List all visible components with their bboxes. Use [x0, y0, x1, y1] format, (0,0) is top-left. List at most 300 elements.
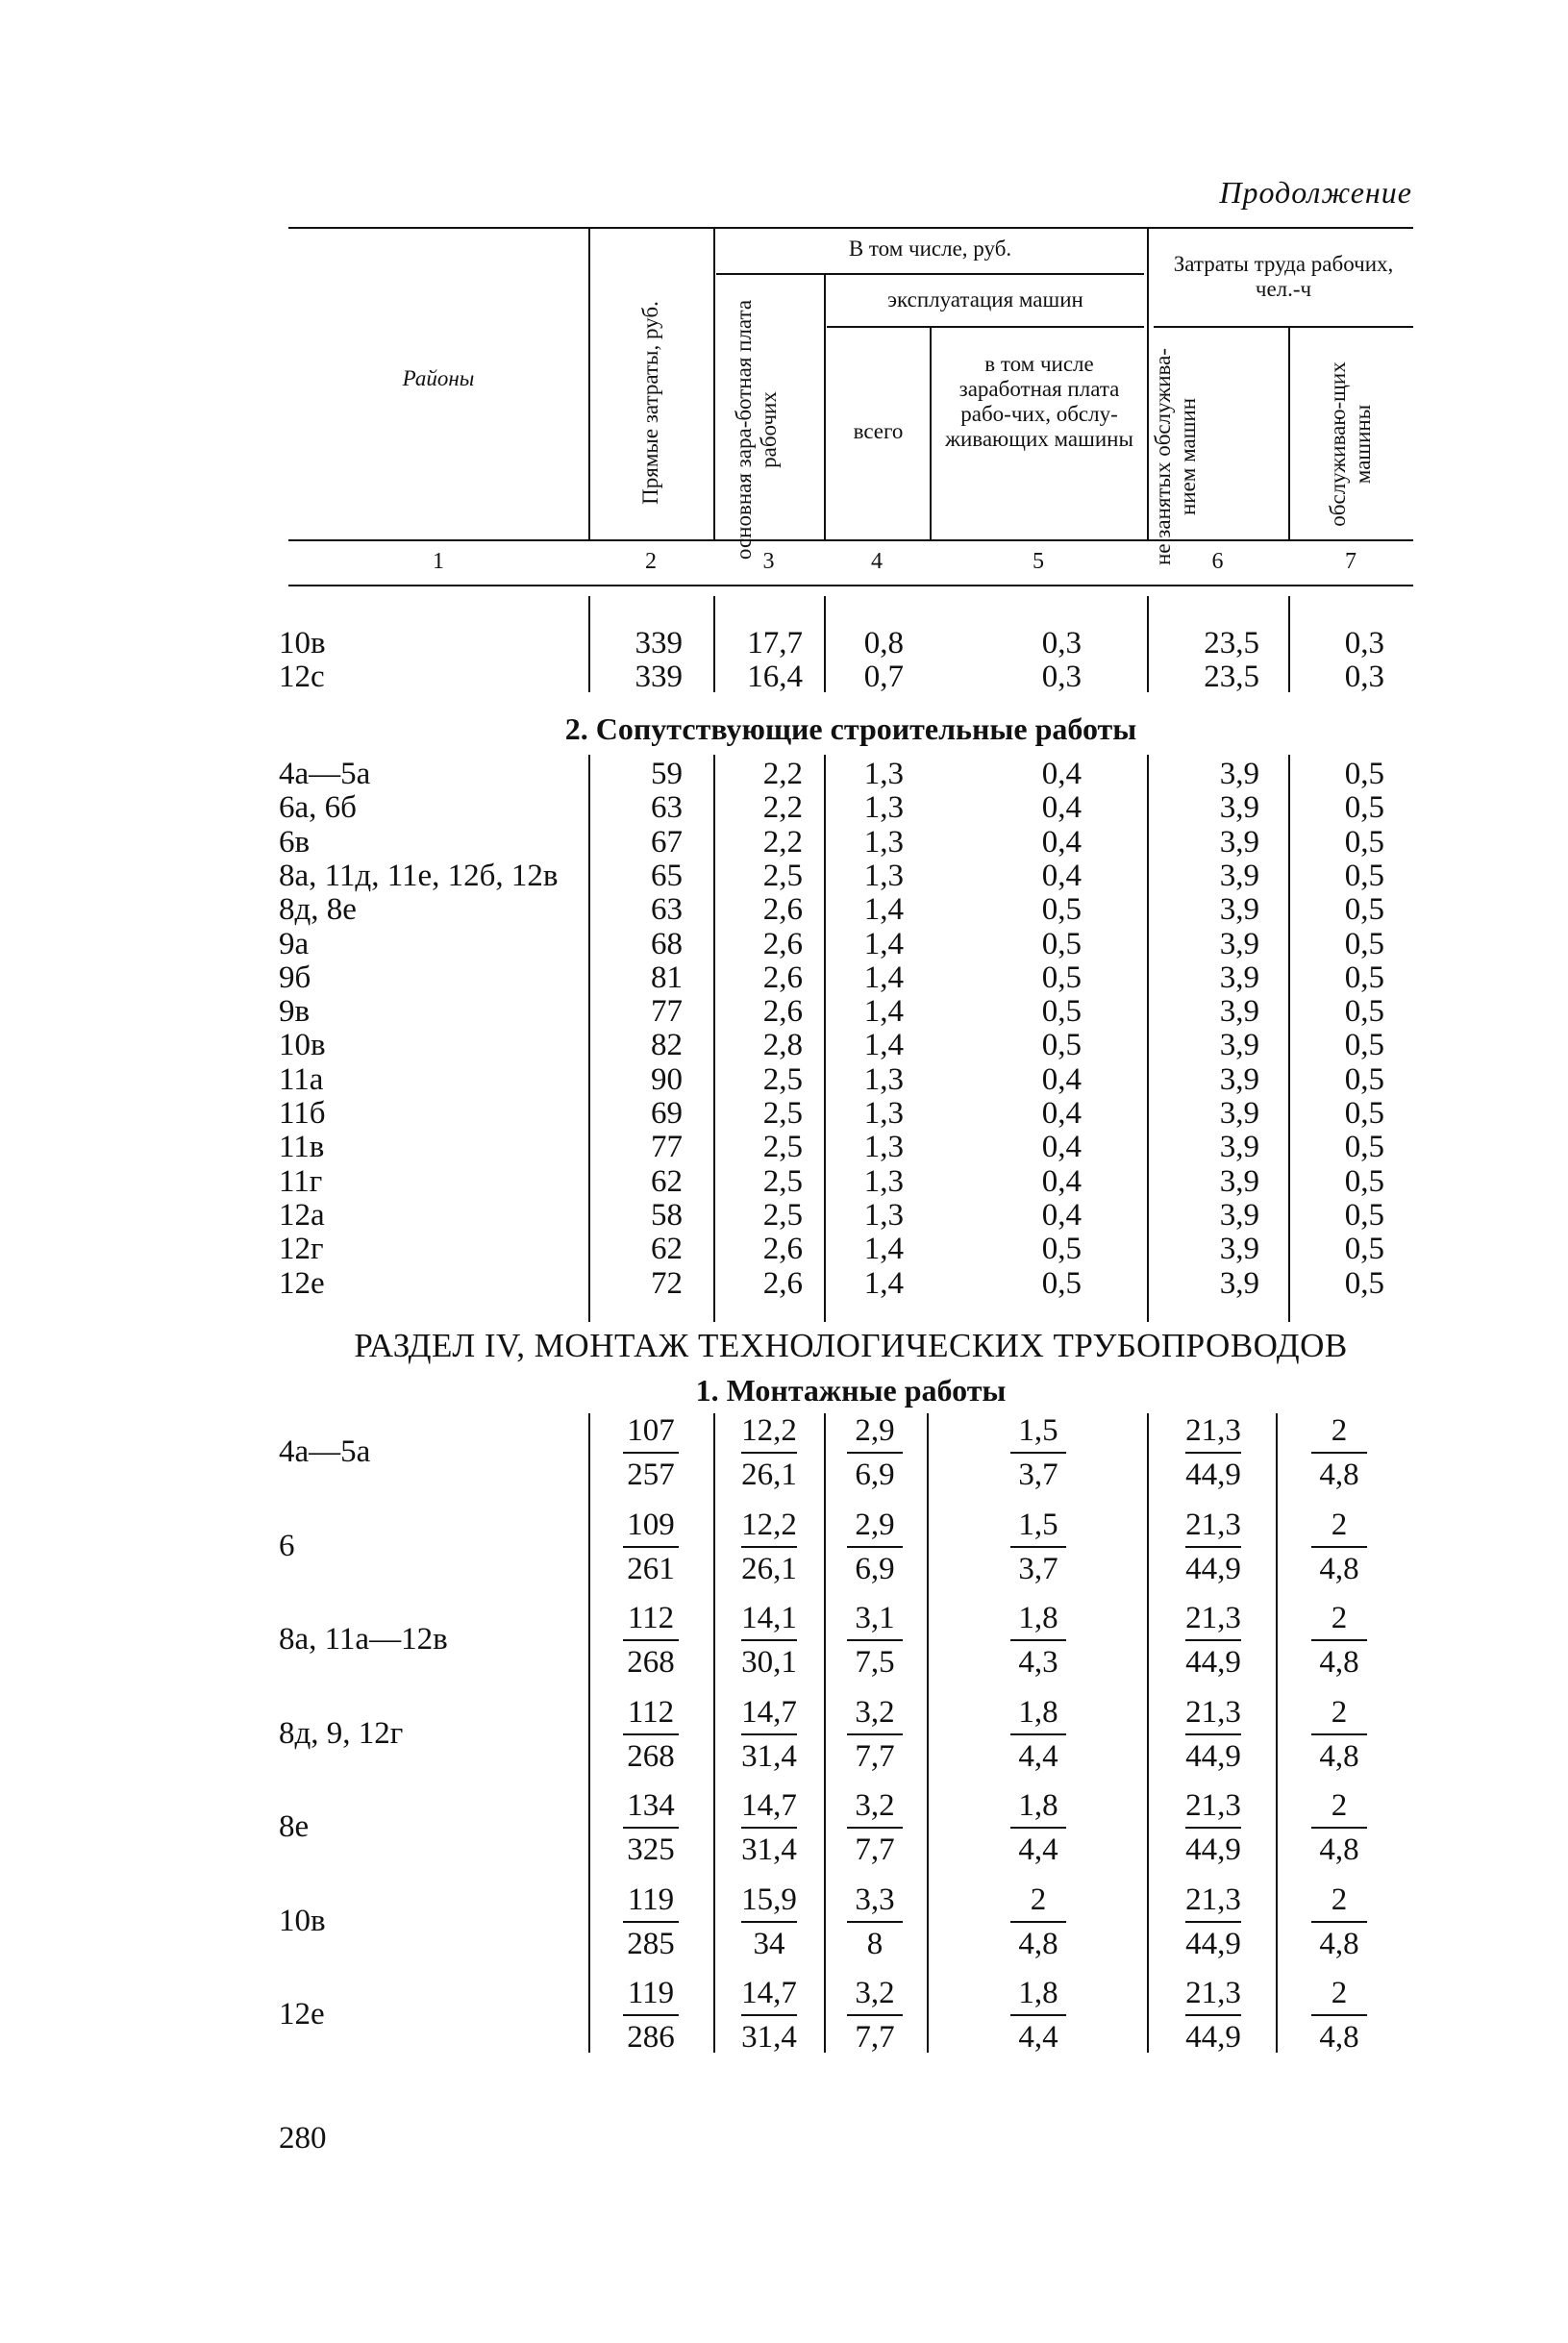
region-cell: 8а, 11а—12в	[279, 1622, 448, 1657]
fraction-cell-col6	[1156, 1506, 1271, 1588]
value-cell-col5: 0,5	[1041, 1232, 1082, 1267]
value-cell-col2: 77	[651, 1130, 683, 1165]
fraction-bar	[1311, 1827, 1367, 1829]
region-cell: 11б	[279, 1096, 326, 1131]
fraction-cell-col3	[711, 1974, 827, 2056]
fraction-denominator: 4,8	[1319, 1926, 1359, 1961]
value-cell-col5: 0,5	[1041, 1265, 1082, 1301]
table-row	[279, 1029, 1423, 1062]
region-cell: 12а	[279, 1197, 325, 1233]
fraction-denominator: 3,7	[1018, 1458, 1058, 1492]
fraction-denominator: 44,9	[1185, 1458, 1241, 1492]
fraction-cell-col2	[593, 1974, 709, 2056]
value-cell-col7: 0,5	[1344, 1265, 1384, 1301]
region-cell: 8д, 8е	[279, 892, 357, 928]
fraction-bar	[1010, 1733, 1066, 1735]
fraction-denominator: 261	[627, 1551, 675, 1586]
table-row	[279, 860, 1423, 893]
value-cell-col7: 0,5	[1344, 1096, 1384, 1131]
header-direct-costs: Прямые затраты, руб.	[638, 301, 662, 505]
value-cell-col5: 0,4	[1041, 858, 1082, 893]
fraction-cell-col6	[1156, 1786, 1271, 1869]
table-row	[279, 928, 1423, 961]
value-cell-col3: 2,6	[762, 892, 803, 928]
value-cell-col5: 0,4	[1041, 1096, 1082, 1131]
fraction-denominator: 31,4	[741, 1738, 797, 1774]
value-cell-col3: 2,2	[762, 757, 803, 791]
value-cell-col6: 3,9	[1219, 1163, 1259, 1199]
fraction-cell-col6	[1156, 1411, 1271, 1494]
region-cell: 12с	[279, 660, 325, 694]
table-row	[279, 1233, 1423, 1266]
value-cell-col2: 62	[651, 1163, 683, 1199]
value-cell-col2: 58	[651, 1197, 683, 1233]
header-labor-costs: Затраты труда рабочих, чел.-ч	[1173, 252, 1394, 301]
value-cell-col6: 23,5	[1204, 660, 1259, 694]
fraction-bar	[847, 1733, 903, 1735]
table-row	[279, 1199, 1423, 1233]
value-cell-col6: 3,9	[1219, 1265, 1259, 1301]
fraction-denominator: 31,4	[741, 1832, 797, 1867]
value-cell-col6: 3,9	[1219, 892, 1259, 928]
fraction-denominator: 4,8	[1319, 1551, 1359, 1586]
value-cell-col6: 3,9	[1219, 1028, 1259, 1063]
fraction-numerator: 2	[1030, 1882, 1047, 1917]
fraction-numerator: 21,3	[1185, 1976, 1241, 2010]
fraction-numerator: 2	[1331, 1882, 1348, 1917]
region-cell: 10в	[279, 626, 326, 661]
value-cell-col3: 17,7	[747, 626, 803, 661]
fraction-cell-col2	[593, 1411, 709, 1494]
fraction-bar	[1010, 1827, 1066, 1829]
value-cell-col2: 90	[651, 1061, 683, 1097]
section1-title: 1. Монтажные работы	[695, 1373, 1007, 1408]
fraction-numerator: 2	[1331, 1976, 1348, 2010]
fraction-cell-col4	[817, 1411, 933, 1494]
value-cell-col7: 0,5	[1344, 1197, 1384, 1233]
value-cell-col7: 0,5	[1344, 994, 1384, 1030]
header-vline-1	[588, 227, 590, 539]
fraction-numerator: 2	[1331, 1507, 1348, 1542]
table-row	[279, 1097, 1423, 1131]
fraction-cell-col3	[711, 1786, 827, 1869]
fraction-numerator: 2	[1331, 1788, 1348, 1823]
fraction-bar	[1010, 1639, 1066, 1641]
header-vline-4	[930, 326, 932, 539]
value-cell-col4: 1,3	[863, 1130, 904, 1165]
fraction-denominator: 325	[627, 1832, 675, 1867]
fraction-numerator: 1,8	[1018, 1694, 1058, 1730]
fraction-cell-col4	[817, 1693, 933, 1776]
region-cell: 10в	[279, 1028, 326, 1063]
value-cell-col4: 1,4	[863, 926, 904, 961]
table-row	[279, 1165, 1423, 1199]
fraction-numerator: 119	[627, 1882, 675, 1917]
value-cell-col3: 2,5	[762, 1061, 803, 1097]
value-cell-col5: 0,4	[1041, 1061, 1082, 1097]
header-total: всего	[853, 419, 904, 443]
fraction-cell-col5	[981, 1506, 1096, 1588]
value-cell-col4: 1,4	[863, 892, 904, 928]
header-incl-wage: в том числе заработная плата рабо-чих, обслу-живающих машины	[945, 352, 1133, 451]
fraction-numerator: 1,8	[1018, 1976, 1058, 2010]
fraction-cell-col3	[711, 1881, 827, 1963]
col-number-3: 3	[762, 549, 775, 574]
fraction-row	[279, 1599, 1423, 1685]
region-cell: 9б	[279, 960, 311, 995]
fraction-numerator: 21,3	[1185, 1601, 1241, 1635]
fraction-cell-col6	[1156, 1693, 1271, 1776]
fraction-denominator: 7,7	[855, 1738, 895, 1774]
fraction-cell-col5	[981, 1411, 1096, 1494]
fraction-bar	[847, 1546, 903, 1548]
fraction-bar	[741, 1546, 797, 1548]
value-cell-col4: 1,4	[863, 1028, 904, 1063]
header-bottom-rule	[288, 539, 1413, 541]
value-cell-col5: 0,4	[1041, 824, 1082, 860]
fraction-bar	[847, 1827, 903, 1829]
region-cell: 11а	[279, 1061, 324, 1097]
fraction-denominator: 44,9	[1185, 1645, 1241, 1680]
value-cell-col2: 59	[651, 757, 683, 791]
fraction-numerator: 2,9	[855, 1507, 895, 1542]
value-cell-col4: 1,4	[863, 1265, 904, 1301]
fraction-cell-col5	[981, 1974, 1096, 2056]
value-cell-col3: 2,6	[762, 994, 803, 1030]
value-cell-col5: 0,3	[1041, 660, 1082, 694]
fraction-numerator: 2	[1331, 1413, 1348, 1448]
fraction-numerator: 3,2	[855, 1976, 895, 2010]
value-cell-col5: 0,3	[1041, 626, 1082, 661]
value-cell-col6: 3,9	[1219, 994, 1259, 1030]
value-cell-col6: 23,5	[1204, 626, 1259, 661]
value-cell-col4: 1,3	[863, 790, 904, 826]
fraction-denominator: 44,9	[1185, 1832, 1241, 1867]
section2-title: 2. Сопутствующие строительные работы	[564, 711, 1137, 746]
fraction-numerator: 1,8	[1018, 1601, 1058, 1635]
value-cell-col6: 3,9	[1219, 790, 1259, 826]
region-cell: 8д, 9, 12г	[279, 1715, 404, 1751]
value-cell-col7: 0,5	[1344, 1130, 1384, 1165]
fraction-cell-col4	[817, 1786, 933, 1869]
region-cell: 4а—5а	[279, 757, 371, 791]
value-cell-col4: 1,3	[863, 1061, 904, 1097]
fraction-bar	[741, 1452, 797, 1454]
value-cell-col2: 339	[635, 626, 683, 661]
value-cell-col6: 3,9	[1219, 757, 1259, 791]
page-number: 280	[279, 2121, 327, 2156]
fraction-bar	[623, 2014, 679, 2016]
fraction-bar	[1185, 1827, 1241, 1829]
part-title: РАЗДЕЛ IV, МОНТАЖ ТЕХНОЛОГИЧЕСКИХ ТРУБОПРОВОДОВ	[354, 1327, 1348, 1364]
value-cell-col4: 1,3	[863, 1163, 904, 1199]
fraction-denominator: 4,4	[1018, 1738, 1058, 1774]
fraction-cell-col6	[1156, 1974, 1271, 2056]
value-cell-col4: 0,7	[863, 660, 904, 694]
continuation-label: Продолжение	[1219, 175, 1412, 210]
table-row	[279, 661, 1423, 694]
value-cell-col2: 77	[651, 994, 683, 1030]
fraction-numerator: 21,3	[1185, 1507, 1241, 1542]
fraction-cell-col5	[981, 1881, 1096, 1963]
value-cell-col2: 68	[651, 926, 683, 961]
value-cell-col3: 2,6	[762, 1232, 803, 1267]
fraction-numerator: 21,3	[1185, 1413, 1241, 1448]
value-cell-col7: 0,5	[1344, 757, 1384, 791]
fraction-bar	[1185, 2014, 1241, 2016]
value-cell-col7: 0,3	[1344, 660, 1384, 694]
fraction-numerator: 12,2	[741, 1413, 797, 1448]
value-cell-col6: 3,9	[1219, 1130, 1259, 1165]
value-cell-col6: 3,9	[1219, 1061, 1259, 1097]
fraction-numerator: 2	[1331, 1694, 1348, 1730]
fraction-bar	[623, 1452, 679, 1454]
fraction-numerator: 14,7	[741, 1976, 797, 2010]
fraction-denominator: 4,3	[1018, 1645, 1058, 1680]
colnum-bottom-rule	[288, 585, 1413, 586]
fraction-denominator: 268	[627, 1738, 675, 1774]
fraction-denominator: 4,8	[1319, 2020, 1359, 2055]
fraction-bar	[1185, 1921, 1241, 1923]
fraction-numerator: 2,9	[855, 1413, 895, 1448]
value-cell-col7: 0,5	[1344, 1163, 1384, 1199]
header-vline-2	[713, 227, 715, 539]
region-cell: 8е	[279, 1809, 310, 1844]
col-number-4: 4	[871, 549, 883, 574]
fraction-bar	[741, 1639, 797, 1641]
table-row	[279, 791, 1423, 825]
fraction-bar	[1311, 1452, 1367, 1454]
fraction-cell-col4	[817, 1599, 933, 1682]
fraction-cell-col7	[1282, 1411, 1397, 1494]
header-regions: Районы	[402, 366, 475, 390]
fraction-cell-col7	[1282, 1506, 1397, 1588]
value-cell-col2: 339	[635, 660, 683, 694]
value-cell-col7: 0,5	[1344, 1232, 1384, 1267]
fraction-cell-col5	[981, 1786, 1096, 1869]
value-cell-col5: 0,5	[1041, 994, 1082, 1030]
table-row	[279, 826, 1423, 860]
header-rule-machines	[827, 326, 1144, 328]
fraction-denominator: 26,1	[741, 1458, 797, 1492]
value-cell-col7: 0,5	[1344, 960, 1384, 995]
fraction-denominator: 44,9	[1185, 2020, 1241, 2055]
fraction-bar	[1311, 1639, 1367, 1641]
value-cell-col4: 1,4	[863, 1232, 904, 1267]
value-cell-col5: 0,5	[1041, 892, 1082, 928]
value-cell-col7: 0,5	[1344, 824, 1384, 860]
fraction-bar	[847, 1452, 903, 1454]
header-rule-labor	[1154, 326, 1413, 328]
table-row	[279, 627, 1423, 661]
fraction-cell-col6	[1156, 1599, 1271, 1682]
fraction-bar	[1311, 1546, 1367, 1548]
region-cell: 6	[279, 1528, 295, 1563]
value-cell-col5: 0,4	[1041, 757, 1082, 791]
value-cell-col4: 1,3	[863, 1197, 904, 1233]
value-cell-col7: 0,5	[1344, 790, 1384, 826]
fraction-cell-col2	[593, 1693, 709, 1776]
value-cell-col5: 0,4	[1041, 1163, 1082, 1199]
fraction-numerator: 112	[627, 1694, 675, 1730]
col-number-7: 7	[1345, 549, 1356, 574]
value-cell-col2: 67	[651, 824, 683, 860]
fraction-bar	[1185, 1546, 1241, 1548]
value-cell-col2: 69	[651, 1096, 683, 1131]
value-cell-col6: 3,9	[1219, 1096, 1259, 1131]
fraction-cell-col3	[711, 1693, 827, 1776]
fraction-denominator: 4,4	[1018, 2020, 1058, 2055]
fraction-denominator: 7,7	[855, 1832, 895, 1867]
fraction-bar	[1010, 1546, 1066, 1548]
fraction-numerator: 21,3	[1185, 1882, 1241, 1917]
value-cell-col4: 1,4	[863, 960, 904, 995]
fraction-bar	[1311, 2014, 1367, 2016]
value-cell-col2: 62	[651, 1232, 683, 1267]
table-row	[279, 1267, 1423, 1301]
value-cell-col3: 2,2	[762, 790, 803, 826]
fraction-numerator: 1,5	[1018, 1507, 1058, 1542]
header-base-wage: основная зара-ботная плата рабочих	[732, 299, 781, 561]
fraction-cell-col3	[711, 1599, 827, 1682]
fraction-denominator: 4,8	[1319, 1645, 1359, 1680]
col-number-1: 1	[433, 549, 444, 574]
fraction-cell-col2	[593, 1786, 709, 1869]
region-cell: 6а, 6б	[279, 790, 357, 826]
fraction-bar	[1010, 1921, 1066, 1923]
table-header	[288, 227, 1413, 574]
value-cell-col6: 3,9	[1219, 960, 1259, 995]
fraction-numerator: 1,8	[1018, 1788, 1058, 1823]
fraction-cell-col3	[711, 1506, 827, 1588]
fraction-numerator: 14,7	[741, 1694, 797, 1730]
header-including-rub: В том числе, руб.	[848, 237, 1012, 261]
header-vline-3	[824, 273, 826, 539]
fraction-cell-col7	[1282, 1786, 1397, 1869]
fraction-cell-col6	[1156, 1881, 1271, 1963]
fraction-bar	[847, 2014, 903, 2016]
fraction-bar	[623, 1546, 679, 1548]
fraction-bar	[623, 1733, 679, 1735]
value-cell-col7: 0,5	[1344, 926, 1384, 961]
value-cell-col2: 65	[651, 858, 683, 893]
fraction-denominator: 4,8	[1319, 1458, 1359, 1492]
fraction-denominator: 31,4	[741, 2020, 797, 2055]
value-cell-col6: 3,9	[1219, 858, 1259, 893]
region-cell: 12г	[279, 1232, 324, 1267]
fraction-bar	[741, 1733, 797, 1735]
fraction-numerator: 3,2	[855, 1694, 895, 1730]
fraction-numerator: 15,9	[741, 1882, 797, 1917]
value-cell-col3: 2,6	[762, 926, 803, 961]
value-cell-col2: 82	[651, 1028, 683, 1063]
table-row	[279, 961, 1423, 995]
fraction-numerator: 21,3	[1185, 1788, 1241, 1823]
col-number-6: 6	[1211, 549, 1224, 574]
fraction-bar	[623, 1827, 679, 1829]
fraction-cell-col7	[1282, 1599, 1397, 1682]
fraction-numerator: 1,5	[1018, 1413, 1058, 1448]
region-cell: 11в	[279, 1130, 325, 1165]
fraction-denominator: 44,9	[1185, 1926, 1241, 1961]
header-top-rule	[288, 227, 1413, 229]
fraction-cell-col5	[981, 1693, 1096, 1776]
region-cell: 9в	[279, 994, 311, 1030]
fraction-cell-col7	[1282, 1881, 1397, 1963]
value-cell-col6: 3,9	[1219, 824, 1259, 860]
value-cell-col4: 1,3	[863, 1096, 904, 1131]
fraction-cell-col2	[593, 1506, 709, 1588]
table-row	[279, 1131, 1423, 1164]
fraction-numerator: 119	[627, 1976, 675, 2010]
fraction-denominator: 6,9	[855, 1551, 895, 1586]
fraction-row	[279, 1881, 1423, 1967]
fraction-cell-col4	[817, 1974, 933, 2056]
value-cell-col4: 1,4	[863, 994, 904, 1030]
fraction-denominator: 3,7	[1018, 1551, 1058, 1586]
fraction-denominator: 4,8	[1018, 1926, 1058, 1961]
fraction-row	[279, 1786, 1423, 1873]
fraction-row	[279, 1506, 1423, 1592]
value-cell-col5: 0,5	[1041, 926, 1082, 961]
fraction-numerator: 109	[627, 1507, 675, 1542]
value-cell-col7: 0,5	[1344, 858, 1384, 893]
fraction-denominator: 7,7	[855, 2020, 895, 2055]
fraction-numerator: 14,1	[741, 1601, 797, 1635]
fraction-bar	[741, 1827, 797, 1829]
region-cell: 9а	[279, 926, 310, 961]
fraction-denominator: 257	[627, 1458, 675, 1492]
fraction-cell-col7	[1282, 1693, 1397, 1776]
value-cell-col4: 0,8	[863, 626, 904, 661]
fraction-row	[279, 1974, 1423, 2060]
fraction-cell-col4	[817, 1506, 933, 1588]
fraction-numerator: 112	[627, 1601, 675, 1635]
region-cell: 10в	[279, 1903, 326, 1938]
header-vline-6	[1288, 326, 1290, 539]
fraction-denominator: 4,4	[1018, 1832, 1058, 1867]
fraction-cell-col5	[981, 1599, 1096, 1682]
col-number-5: 5	[1033, 549, 1044, 574]
value-cell-col3: 2,2	[762, 824, 803, 860]
fraction-bar	[1185, 1733, 1241, 1735]
fraction-denominator: 7,5	[855, 1645, 895, 1680]
fraction-bar	[1185, 1452, 1241, 1454]
fraction-bar	[1185, 1639, 1241, 1641]
fraction-denominator: 268	[627, 1645, 675, 1680]
fraction-numerator: 3,1	[855, 1601, 895, 1635]
table-row	[279, 893, 1423, 927]
value-cell-col4: 1,3	[863, 757, 904, 791]
value-cell-col5: 0,5	[1041, 1028, 1082, 1063]
fraction-row	[279, 1411, 1423, 1498]
fraction-denominator: 44,9	[1185, 1551, 1241, 1586]
fraction-cell-col3	[711, 1411, 827, 1494]
table-row	[279, 1063, 1423, 1097]
region-cell: 12е	[279, 1265, 325, 1301]
fraction-denominator: 8	[866, 1926, 884, 1961]
fraction-bar	[847, 1921, 903, 1923]
value-cell-col3: 16,4	[747, 660, 803, 694]
fraction-numerator: 21,3	[1185, 1694, 1241, 1730]
header-servicing: обслуживаю-щих машины	[1326, 361, 1375, 527]
value-cell-col5: 0,4	[1041, 790, 1082, 826]
value-cell-col6: 3,9	[1219, 926, 1259, 961]
value-cell-col2: 63	[651, 892, 683, 928]
region-cell: 6в	[279, 824, 311, 860]
region-cell: 4а—5а	[279, 1434, 371, 1469]
value-cell-col3: 2,8	[762, 1028, 803, 1063]
